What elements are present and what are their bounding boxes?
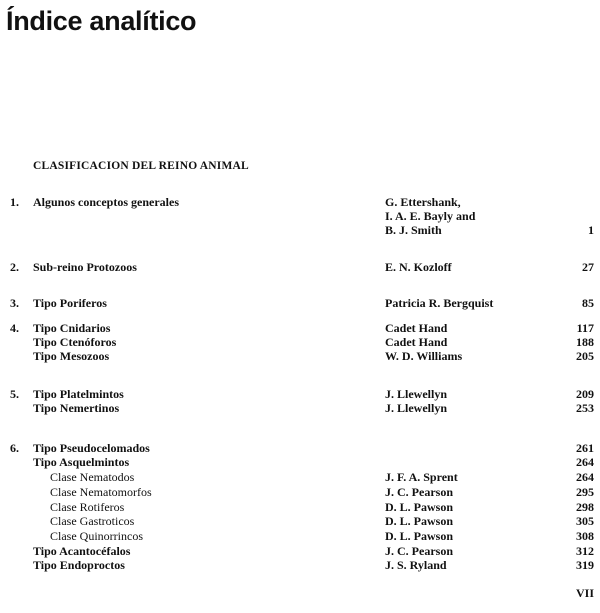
entry-author: B. J. Smith — [385, 223, 442, 237]
entry-author: J. S. Ryland — [385, 558, 447, 572]
entry-author: E. N. Kozloff — [385, 260, 452, 274]
entry-title: Clase Quinorrincos — [50, 529, 143, 543]
contents-row — [0, 223, 600, 237]
entry-page: 85 — [582, 296, 594, 310]
entry-page: 1 — [588, 223, 594, 237]
contents-row — [0, 500, 600, 514]
entry-author: Cadet Hand — [385, 335, 448, 349]
contents-row — [0, 529, 600, 543]
page-title: Índice analítico — [6, 6, 197, 36]
entry-number: 6. — [10, 441, 19, 455]
entry-page: 264 — [576, 470, 594, 484]
contents-row — [0, 470, 600, 484]
entry-author: Patricia R. Bergquist — [385, 296, 494, 310]
entry-author: J. Llewellyn — [385, 401, 447, 415]
entry-page: 312 — [576, 544, 594, 558]
entry-title: Tipo Platelmintos — [33, 387, 124, 401]
entry-title: Tipo Cnidarios — [33, 321, 111, 335]
contents-row — [0, 558, 600, 572]
contents-row — [0, 401, 600, 415]
entry-title: Clase Gastroticos — [50, 514, 135, 528]
entry-author: G. Ettershank, — [385, 195, 461, 209]
entry-title: Clase Nematomorfos — [50, 485, 152, 499]
contents-row — [0, 195, 600, 209]
entry-title: Tipo Mesozoos — [33, 349, 110, 363]
entry-page: 253 — [576, 401, 594, 415]
section-heading: CLASIFICACION DEL REINO ANIMAL — [33, 160, 249, 172]
contents-row — [0, 209, 600, 223]
contents-row — [0, 296, 600, 310]
entry-page: 295 — [576, 485, 594, 499]
entry-author: Cadet Hand — [385, 321, 448, 335]
entry-page: 298 — [576, 500, 594, 514]
entry-title: Clase Rotiferos — [50, 500, 125, 514]
contents-row — [0, 485, 600, 499]
entry-author: D. L. Pawson — [385, 500, 454, 514]
contents-row — [0, 260, 600, 274]
entry-title: Sub-reino Protozoos — [33, 260, 137, 274]
entry-title: Tipo Pseudocelomados — [33, 441, 150, 455]
contents-row — [0, 441, 600, 455]
entry-page: 27 — [582, 260, 594, 274]
contents-row — [0, 321, 600, 335]
contents-row — [0, 387, 600, 401]
entry-number: 4. — [10, 321, 19, 335]
entry-title: Tipo Ctenóforos — [33, 335, 117, 349]
contents-row — [0, 514, 600, 528]
entry-author: D. L. Pawson — [385, 529, 454, 543]
entry-page: 188 — [576, 335, 594, 349]
entry-page: 205 — [576, 349, 594, 363]
entry-author: D. L. Pawson — [385, 514, 454, 528]
entry-author: J. Llewellyn — [385, 387, 447, 401]
entry-page: 209 — [576, 387, 594, 401]
page-folio: VII — [575, 586, 594, 600]
entry-author: J. C. Pearson — [385, 485, 453, 499]
entry-page: 264 — [576, 455, 594, 469]
entry-number: 1. — [10, 195, 19, 209]
entry-page: 319 — [576, 558, 594, 572]
entry-title: Tipo Poriferos — [33, 296, 107, 310]
entry-number: 3. — [10, 296, 19, 310]
entry-author: I. A. E. Bayly and — [385, 209, 476, 223]
entry-title: Tipo Acantocéfalos — [33, 544, 131, 558]
contents-row — [0, 349, 600, 363]
entry-title: Clase Nematodos — [50, 470, 135, 484]
entry-author: W. D. Williams — [385, 349, 463, 363]
entry-author: J. F. A. Sprent — [385, 470, 458, 484]
entry-page: 117 — [576, 321, 594, 335]
entry-title: Algunos conceptos generales — [33, 195, 179, 209]
contents-row — [0, 335, 600, 349]
contents-row — [0, 455, 600, 469]
entry-author: J. C. Pearson — [385, 544, 453, 558]
entry-number: 5. — [10, 387, 19, 401]
entry-page: 305 — [576, 514, 594, 528]
entry-number: 2. — [10, 260, 19, 274]
entry-title: Tipo Asquelmintos — [33, 455, 130, 469]
entry-title: Tipo Endoproctos — [33, 558, 125, 572]
entry-page: 308 — [576, 529, 594, 543]
entry-title: Tipo Nemertinos — [33, 401, 120, 415]
contents-row — [0, 544, 600, 558]
entry-page: 261 — [576, 441, 594, 455]
